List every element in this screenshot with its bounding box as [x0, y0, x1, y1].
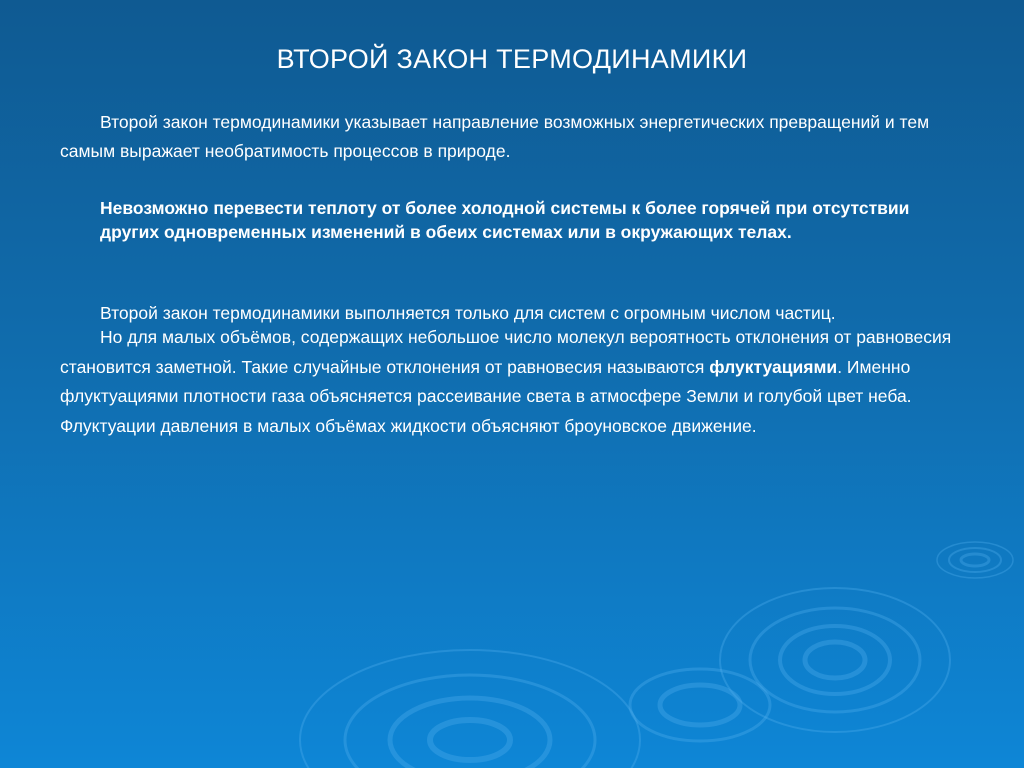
fluctuations-text-start: Но для малых объёмов, содержащих небольшое число молекул вероятность отклонения от равновесия становится заметной. Такие случайные отклонения от равновесия называются: [60, 327, 952, 377]
slide-title: ВТОРОЙ ЗАКОН ТЕРМОДИНАМИКИ: [276, 44, 748, 74]
paragraph-intro: [60, 108, 960, 166]
paragraph-intro-text: Второй закон термодинамики указывает направление возможных энергетических превращений и тем самым выражает необратимость процессов в природе.: [60, 112, 930, 161]
paragraph-fluctuations: [60, 323, 970, 441]
fluctuations-text-end: . Именно флуктуациями плотности газа объясняется рассеивание света в атмосфере Земли и голубой цвет неба. Флуктуации давления в малых объёмах жидкости объясняют броуновское движение.: [60, 356, 912, 436]
paragraph-system-size: Второй закон термодинамики выполняется только для систем с огромным числом частиц.: [100, 303, 836, 323]
paragraph-statement: Невозможно перевести теплоту от более холодной системы к более горячей при отсутствии других одновременных изменений в обеих системах или в окружающих телах.: [100, 198, 910, 242]
fluctuations-term: флуктуациями: [709, 356, 838, 377]
